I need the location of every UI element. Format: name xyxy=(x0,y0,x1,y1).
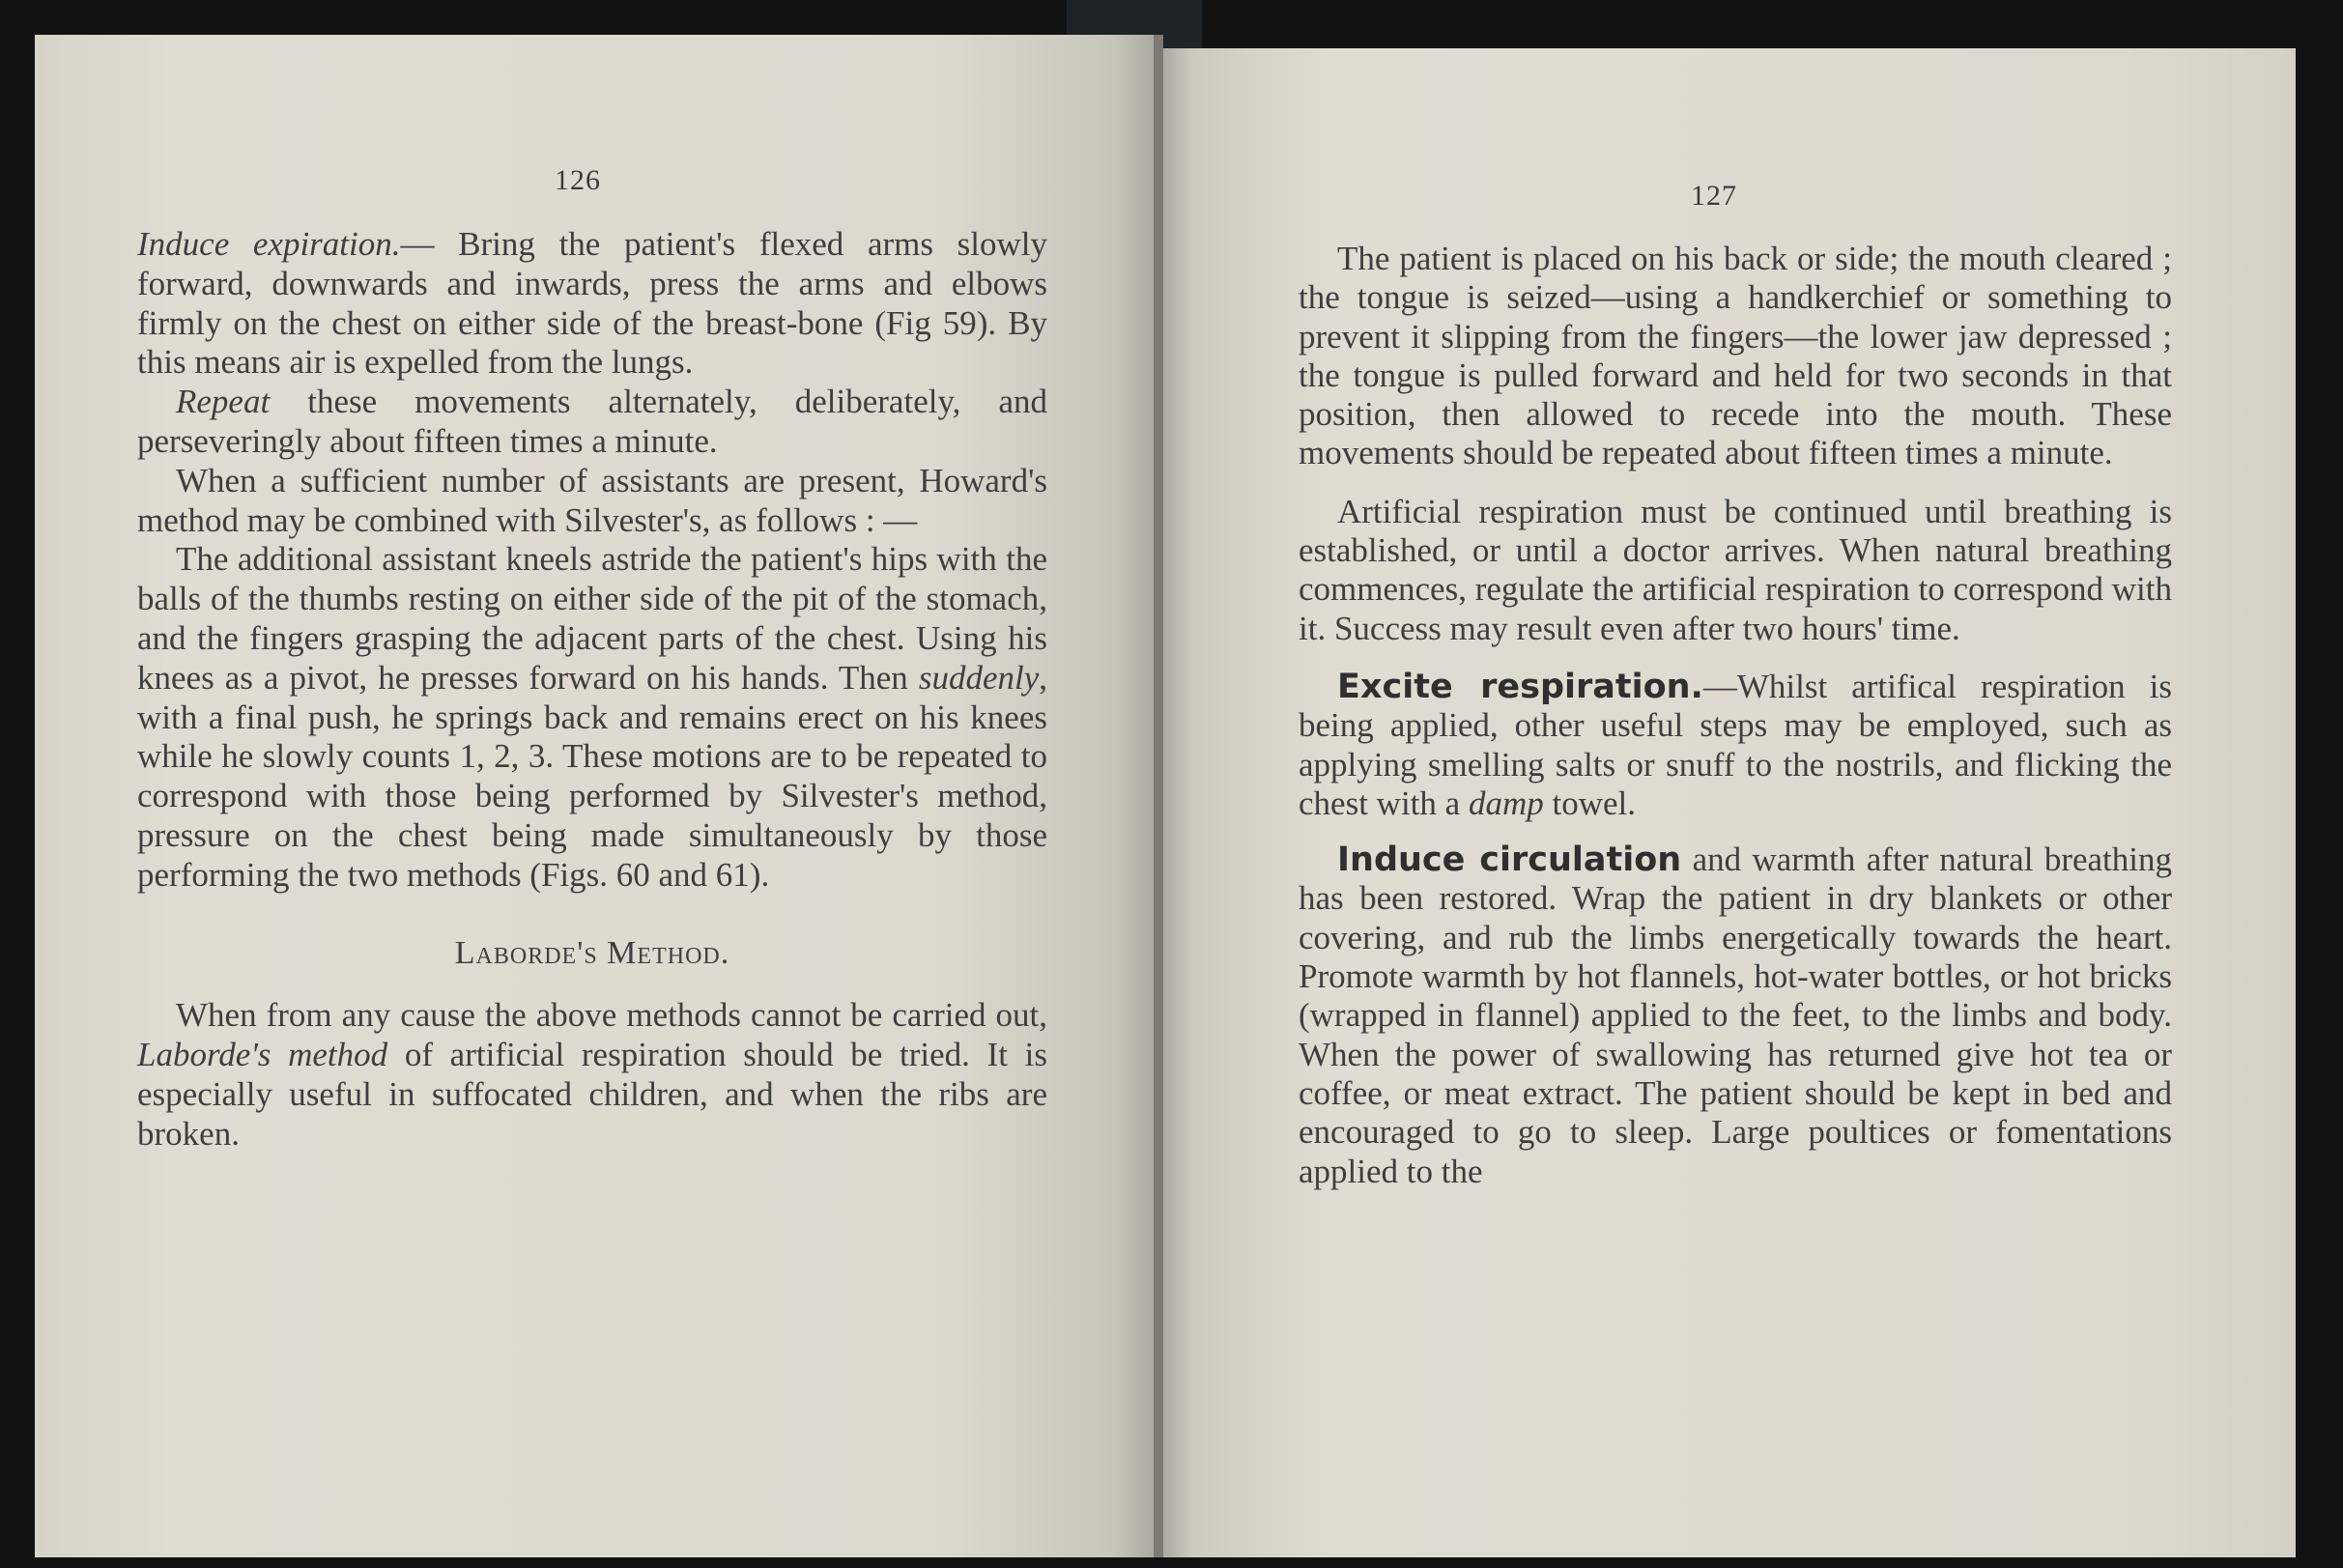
paragraph-text: When from any cause the above methods cannot be carried out, xyxy=(176,996,1047,1035)
lead-phrase: Induce circulation xyxy=(1337,841,1682,880)
paragraph-text: The additional assistant kneels astride the patient's hips with the balls of the thumbs resting on either side of the pit of the stomach, and the fingers grasping the adjacent parts of the chest. Using his knees as a pivot, he presses forward on his hands. Then xyxy=(137,540,1047,697)
paragraph xyxy=(137,225,1047,383)
page-number: 126 xyxy=(555,164,601,196)
book-spread xyxy=(35,35,2296,1557)
paragraph-text: and warmth after natural breathing has been restored. Wrap the patient in dry blankets or other covering, and rub the limbs energetically towards the heart. Promote warmth by hot flannels, hot-water bottles, or hot bricks (wrapped in flannel) applied to the feet, to the limbs and body. When the power of swallowing has returned give hot tea or coffee, or meat extract. The patient should be kept in bed and encouraged to go to sleep. Large poultices or fomentations applied to the xyxy=(1299,841,2172,1190)
paragraph-text: these movements alternately, deliberately, and perseveringly about fifteen times a minute. xyxy=(137,383,1047,460)
right-page xyxy=(1158,48,2296,1557)
emphasis: suddenly xyxy=(918,658,1040,697)
paragraph xyxy=(137,996,1047,1154)
lead-phrase: Excite respiration. xyxy=(1337,667,1703,706)
paragraph xyxy=(1299,668,2172,823)
right-page-body xyxy=(1299,240,2172,1191)
section-heading: Laborde's Method. xyxy=(454,934,730,971)
paragraph: Artificial respiration must be continued until breathing is established, or until a doctor arrives. When natural breathing commences, regulate the artificial respiration to correspond with it. Success may result even after two hours' time. xyxy=(1299,492,2172,647)
paragraph: When a sufficient number of assistants are present, Howard's method may be combined with Silvester's, as follows : — xyxy=(137,461,1047,539)
paragraph: The patient is placed on his back or side; the mouth cleared ; the tongue is seized—using a handkerchief or something to prevent it slipping from the fingers—the lower jaw depressed ; the tongue is pulled forward and held for two seconds in that position, then allowed to recede into the mouth. These movements should be repeated about fifteen times a minute. xyxy=(1299,240,2172,472)
paragraph-text: — Bring the patient's flexed arms slowly forward, downwards and inwards, press the arms and elbows firmly on the chest on either side of the breast-bone (Fig 59). By this means air is expelled from the lungs. xyxy=(137,225,1047,382)
emphasis: Laborde's method xyxy=(137,1036,388,1074)
paragraph-text: of artificial respiration should be tried. It is especially useful in suffocated children, and when the ribs are broken. xyxy=(137,1036,1047,1153)
paragraph xyxy=(137,383,1047,462)
paragraph-text: , with a final push, he springs back and remains erect on his knees while he slowly counts 1, 2, 3. These motions are to be repeated to correspond with those being performed by Silvester's method, pressure on the chest being made simultaneously by those performing the two methods (Figs. 60 and 61). xyxy=(137,658,1047,894)
paragraph xyxy=(1299,841,2172,1191)
emphasis: damp xyxy=(1468,784,1544,822)
paragraph-text: —Whilst artifical respiration is being applied, other useful steps may be employed, such as applying smelling salts or snuff to the nostrils, and flicking the chest with a xyxy=(1299,667,2172,822)
book-gutter xyxy=(1154,35,1163,1557)
left-page xyxy=(35,35,1158,1557)
paragraph xyxy=(137,540,1047,895)
page-number: 127 xyxy=(1691,180,1737,212)
paragraph-text: towel. xyxy=(1543,784,1636,822)
lead-phrase: Induce expiration. xyxy=(137,225,401,263)
left-page-body xyxy=(137,225,1047,1155)
lead-phrase: Repeat xyxy=(176,383,271,421)
